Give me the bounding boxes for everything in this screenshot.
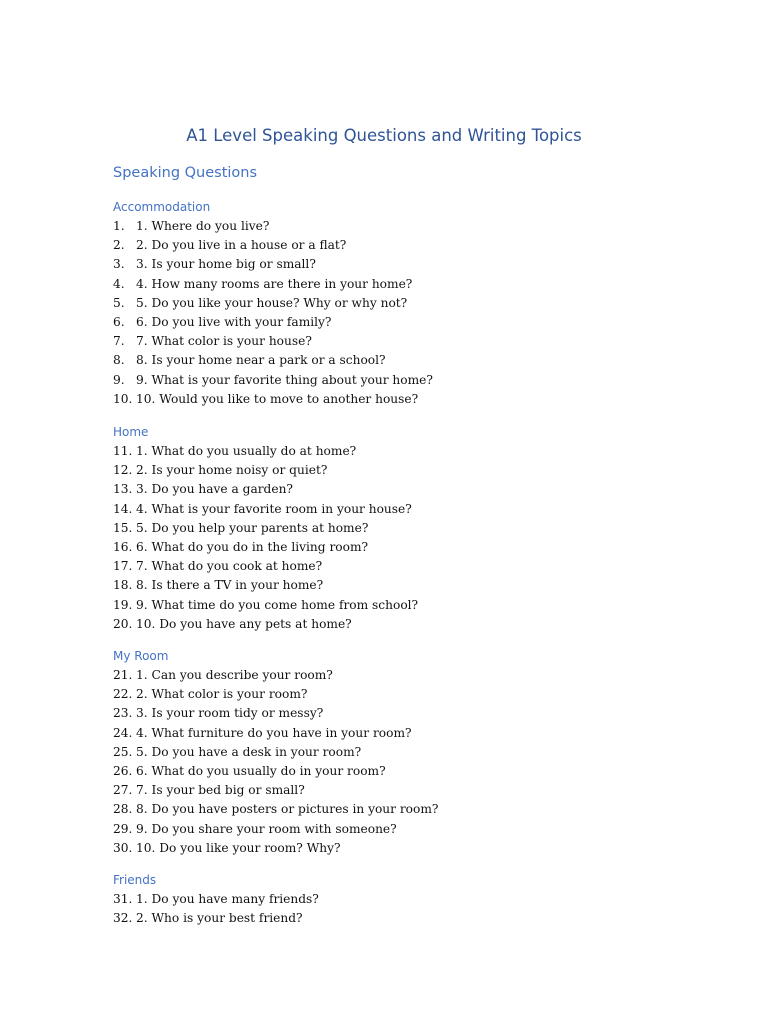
question-text: 6. What do you usually do in your room? bbox=[136, 763, 386, 778]
list-item bbox=[113, 557, 418, 576]
list-item bbox=[113, 615, 418, 634]
question-text: 10. Do you have any pets at home? bbox=[136, 616, 352, 631]
question-text: 4. What is your favorite room in your house? bbox=[136, 501, 412, 516]
subheading-friends: Friends bbox=[113, 873, 157, 887]
list-number: 17. bbox=[113, 559, 133, 574]
list-item bbox=[113, 390, 433, 409]
list-item bbox=[113, 480, 418, 499]
list-number: 32. bbox=[113, 911, 133, 926]
question-text: 8. Do you have posters or pictures in your room? bbox=[136, 802, 439, 817]
list-item bbox=[113, 576, 418, 595]
list-item bbox=[113, 519, 418, 538]
question-text: 9. What is your favorite thing about your home? bbox=[136, 372, 433, 387]
question-text: 1. Can you describe your room? bbox=[136, 668, 333, 682]
question-list-accommodation bbox=[113, 217, 433, 409]
list-item bbox=[113, 461, 418, 480]
question-text: 5. Do you like your house? Why or why not? bbox=[136, 295, 408, 310]
question-text: 3. Is your room tidy or messy? bbox=[136, 706, 324, 721]
list-number: 3. bbox=[113, 257, 125, 272]
list-number: 19. bbox=[113, 597, 133, 612]
list-item bbox=[113, 909, 319, 928]
list-number: 18. bbox=[113, 578, 133, 593]
question-text: 6. Do you live with your family? bbox=[136, 314, 332, 329]
list-number: 22. bbox=[113, 687, 133, 702]
list-number: 11. bbox=[113, 444, 133, 458]
list-item bbox=[113, 666, 438, 685]
list-number: 8. bbox=[113, 353, 125, 368]
list-item bbox=[113, 313, 433, 332]
subheading-home: Home bbox=[113, 425, 149, 439]
list-number: 15. bbox=[113, 520, 133, 535]
list-item bbox=[113, 704, 438, 723]
question-text: 4. How many rooms are there in your home? bbox=[136, 276, 413, 291]
question-text: 3. Do you have a garden? bbox=[136, 482, 293, 497]
question-text: 8. Is there a TV in your home? bbox=[136, 578, 324, 593]
list-item bbox=[113, 294, 433, 313]
list-item bbox=[113, 890, 319, 909]
list-number: 10. bbox=[113, 391, 133, 406]
list-number: 20. bbox=[113, 616, 133, 631]
question-text: 2. Is your home noisy or quiet? bbox=[136, 463, 328, 478]
list-number: 4. bbox=[113, 276, 125, 291]
section-heading-speaking: Speaking Questions bbox=[113, 165, 258, 181]
list-item bbox=[113, 332, 433, 351]
list-item bbox=[113, 442, 418, 461]
question-text: 10. Would you like to move to another house? bbox=[136, 391, 419, 406]
list-number: 2. bbox=[113, 238, 125, 253]
question-text: 3. Is your home big or small? bbox=[136, 257, 316, 272]
list-number: 30. bbox=[113, 840, 133, 855]
question-text: 9. Do you share your room with someone? bbox=[136, 821, 397, 836]
list-number: 9. bbox=[113, 372, 125, 387]
subheading-my-room: My Room bbox=[113, 649, 169, 663]
list-item bbox=[113, 839, 438, 858]
question-text: 7. What do you cook at home? bbox=[136, 559, 323, 574]
list-number: 5. bbox=[113, 295, 125, 310]
list-number: 13. bbox=[113, 482, 133, 497]
list-number: 24. bbox=[113, 725, 133, 740]
question-text: 1. Do you have many friends? bbox=[136, 892, 319, 906]
list-item bbox=[113, 500, 418, 519]
list-number: 7. bbox=[113, 334, 125, 349]
question-text: 1. Where do you live? bbox=[136, 219, 270, 233]
list-item bbox=[113, 762, 438, 781]
list-number: 21. bbox=[113, 668, 133, 682]
list-item bbox=[113, 800, 438, 819]
list-number: 6. bbox=[113, 314, 125, 329]
question-text: 5. Do you have a desk in your room? bbox=[136, 744, 362, 759]
list-item bbox=[113, 596, 418, 615]
question-list-my-room bbox=[113, 666, 438, 858]
list-item bbox=[113, 275, 433, 294]
question-text: 9. What time do you come home from school? bbox=[136, 597, 419, 612]
list-number: 1. bbox=[113, 219, 125, 233]
document-title: A1 Level Speaking Questions and Writing Topics bbox=[186, 126, 582, 145]
question-list-home bbox=[113, 442, 418, 634]
list-item bbox=[113, 538, 418, 557]
list-item bbox=[113, 743, 438, 762]
question-text: 10. Do you like your room? Why? bbox=[136, 840, 341, 855]
list-item bbox=[113, 255, 433, 274]
question-list-friends bbox=[113, 890, 319, 928]
list-number: 26. bbox=[113, 763, 133, 778]
list-item bbox=[113, 236, 433, 255]
question-text: 5. Do you help your parents at home? bbox=[136, 520, 369, 535]
list-item bbox=[113, 724, 438, 743]
question-text: 6. What do you do in the living room? bbox=[136, 539, 369, 554]
list-number: 31. bbox=[113, 892, 133, 906]
question-text: 4. What furniture do you have in your room? bbox=[136, 725, 412, 740]
question-text: 7. Is your bed big or small? bbox=[136, 783, 305, 798]
question-text: 2. Who is your best friend? bbox=[136, 911, 303, 926]
list-item bbox=[113, 371, 433, 390]
list-number: 27. bbox=[113, 783, 133, 798]
list-number: 25. bbox=[113, 744, 133, 759]
list-number: 16. bbox=[113, 539, 133, 554]
question-text: 2. What color is your room? bbox=[136, 687, 308, 702]
question-text: 8. Is your home near a park or a school? bbox=[136, 353, 386, 368]
list-number: 29. bbox=[113, 821, 133, 836]
question-text: 7. What color is your house? bbox=[136, 334, 312, 349]
question-text: 2. Do you live in a house or a flat? bbox=[136, 238, 347, 253]
list-number: 14. bbox=[113, 501, 133, 516]
list-item bbox=[113, 351, 433, 370]
list-number: 23. bbox=[113, 706, 133, 721]
question-text: 1. What do you usually do at home? bbox=[136, 444, 357, 458]
list-item bbox=[113, 685, 438, 704]
list-item bbox=[113, 820, 438, 839]
list-item bbox=[113, 781, 438, 800]
list-number: 28. bbox=[113, 802, 133, 817]
list-number: 12. bbox=[113, 463, 133, 478]
list-item bbox=[113, 217, 433, 236]
subheading-accommodation: Accommodation bbox=[113, 200, 211, 214]
